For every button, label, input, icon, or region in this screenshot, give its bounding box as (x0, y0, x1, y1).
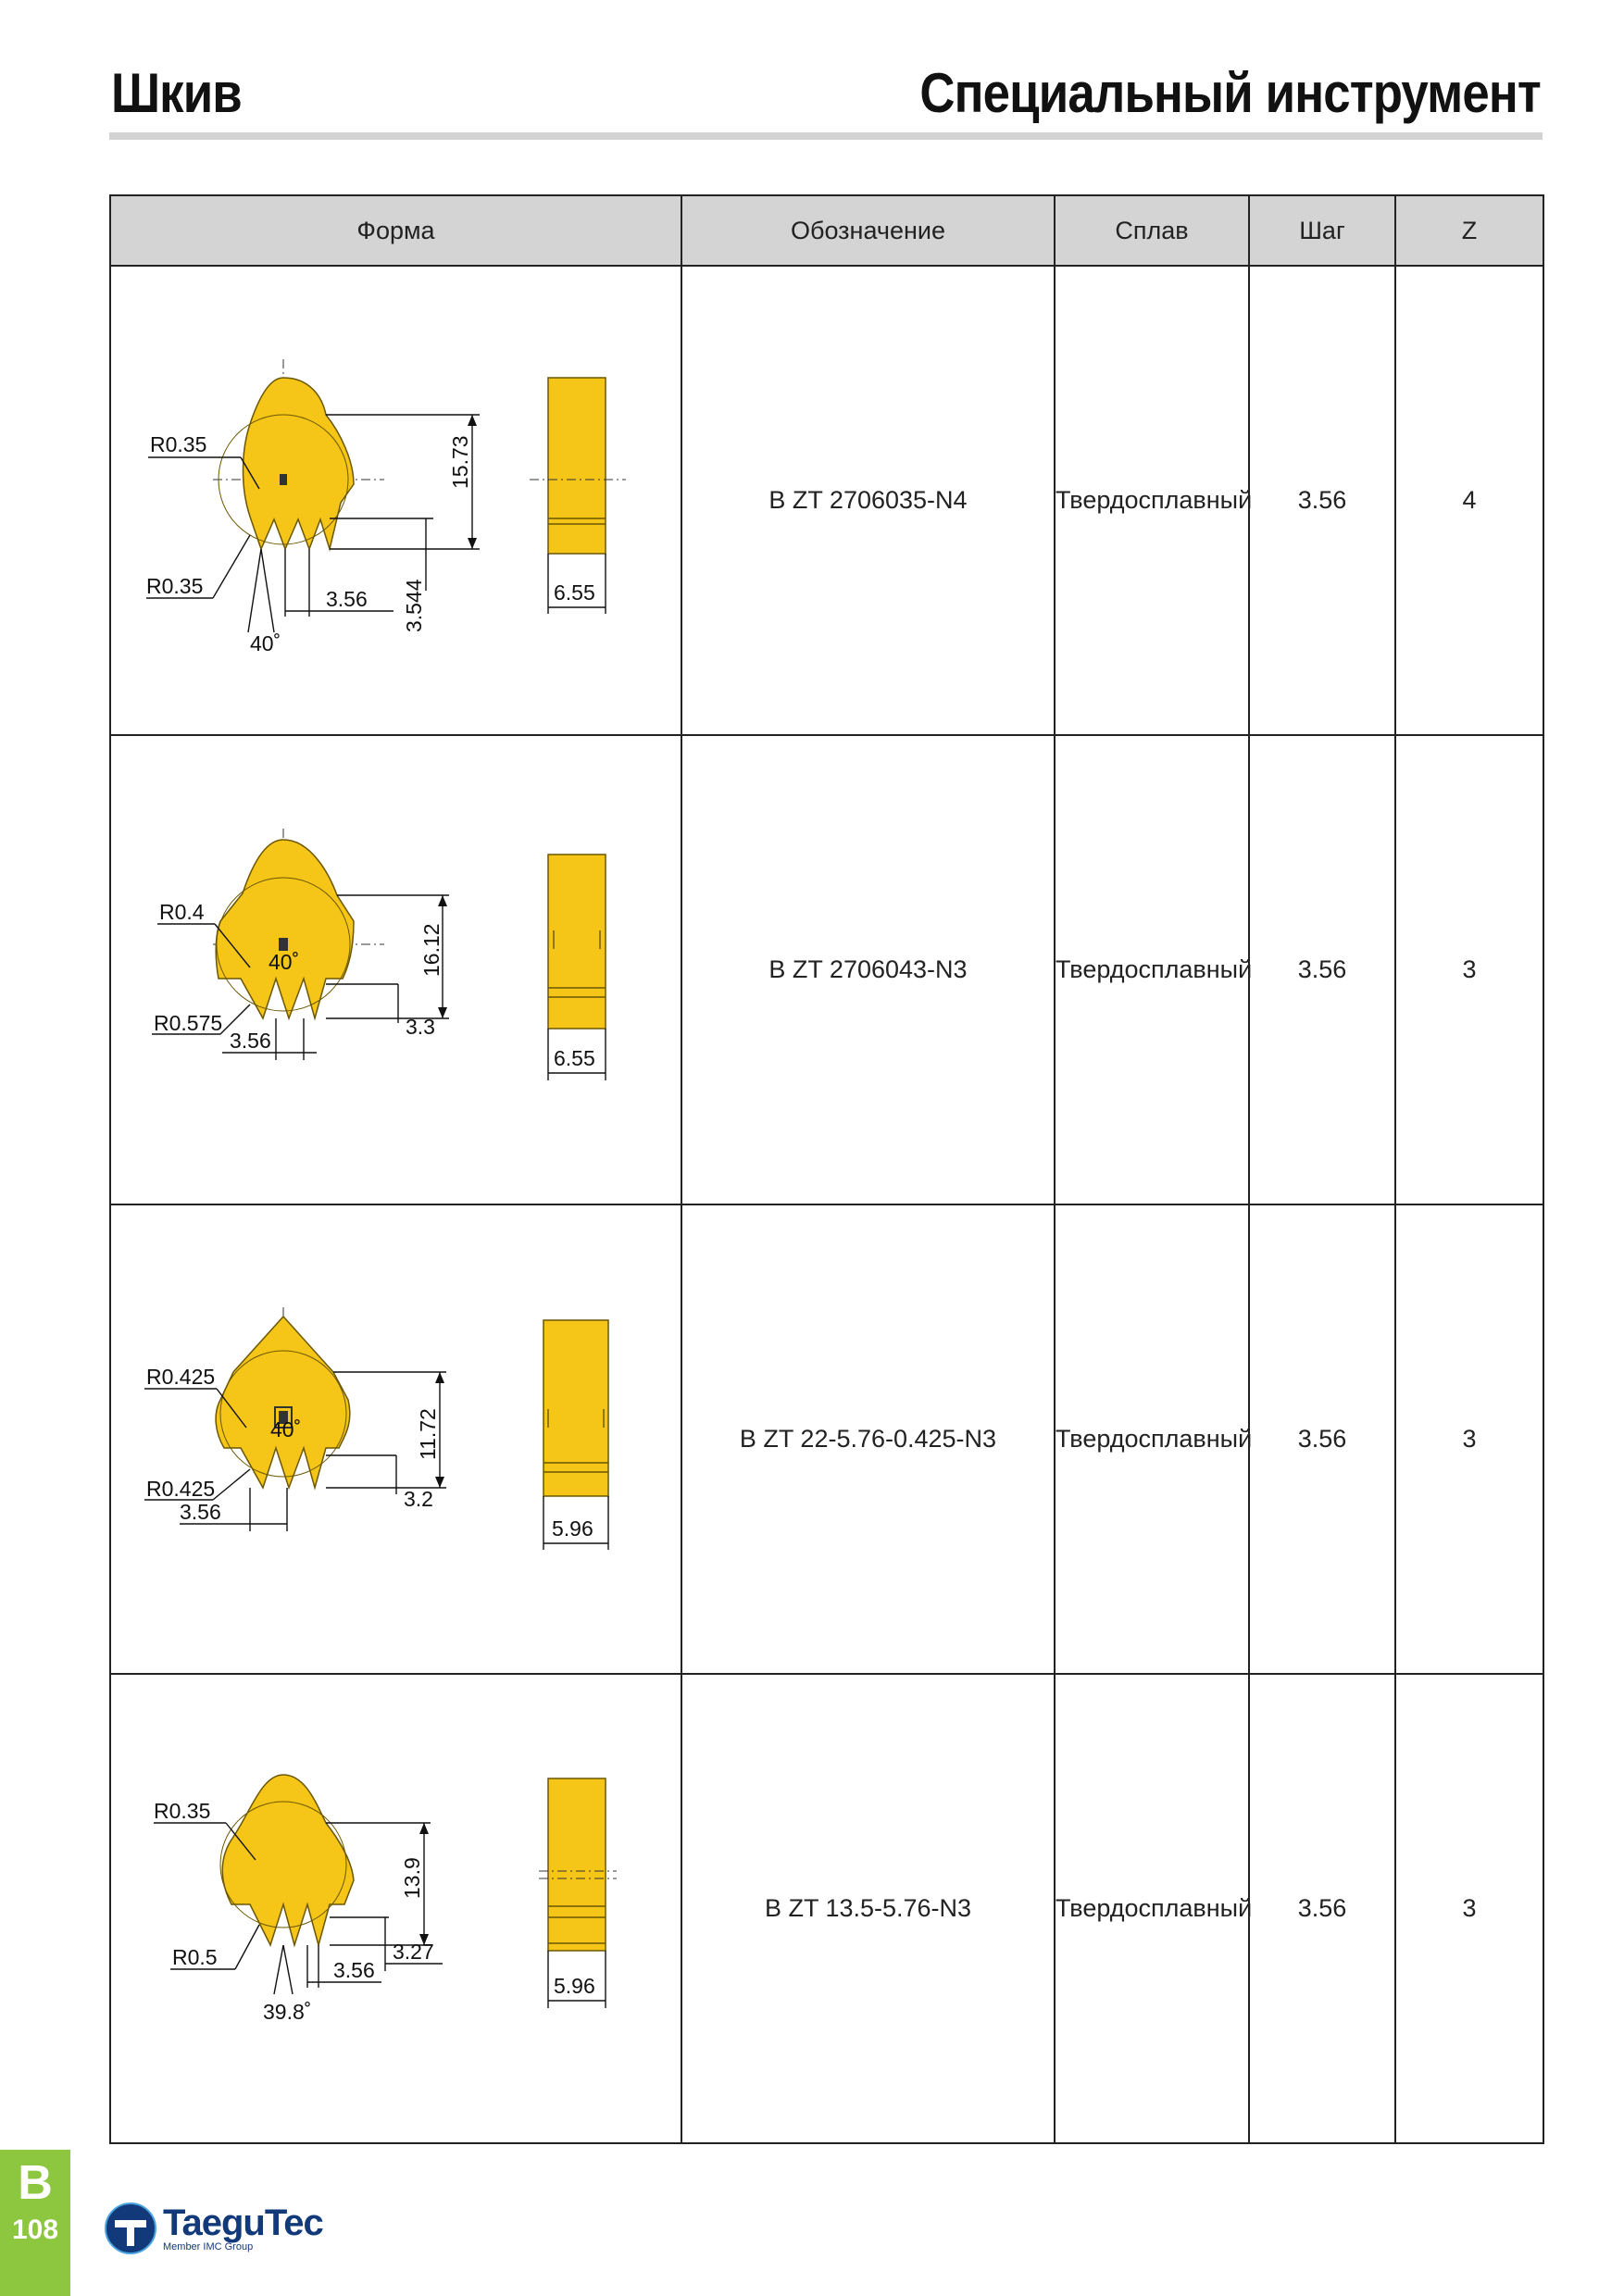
insert-drawing (111, 736, 681, 1204)
dim-pitch: 3.56 (180, 1500, 221, 1524)
dim-pitch: 3.56 (333, 1958, 375, 1982)
dim-tooth-depth: 3.2 (404, 1487, 433, 1511)
col-header-shape: Форма (110, 195, 681, 266)
designation-cell: B ZT 22-5.76-0.425-N3 (681, 1204, 1055, 1674)
dim-angle: 40˚ (269, 950, 300, 974)
designation-cell: B ZT 2706043-N3 (681, 735, 1055, 1204)
shape-drawing-cell (110, 1674, 681, 2143)
dim-pitch: 3.56 (230, 1029, 271, 1053)
dim-pitch: 3.56 (326, 587, 368, 611)
header-rule (109, 132, 1543, 140)
dim-height: 16.12 (419, 923, 443, 977)
dim-radius-top: R0.4 (159, 900, 205, 924)
brand-name: TaeguTec (163, 2202, 323, 2243)
insert-drawing (111, 1205, 681, 1673)
dim-height: 13.9 (400, 1857, 424, 1899)
brand-logo (104, 2202, 323, 2255)
alloy-cell: Твердосплавный (1055, 1674, 1249, 2143)
taegutec-logo-icon (104, 2202, 157, 2255)
section-letter: B (18, 2156, 53, 2210)
alloy-cell: Твердосплавный (1055, 735, 1249, 1204)
table-header-row (110, 195, 1543, 266)
section-title: Шкив (111, 62, 242, 124)
alloy-cell: Твердосплавный (1055, 1204, 1249, 1674)
dim-height: 11.72 (416, 1408, 440, 1460)
section-tab (0, 2150, 70, 2296)
table-row (110, 735, 1543, 1204)
dim-radius-bottom: R0.35 (146, 574, 204, 598)
dim-width: 6.55 (554, 1046, 595, 1070)
dim-radius-top: R0.35 (154, 1799, 211, 1823)
insert-drawing (111, 267, 681, 734)
dim-tooth-depth: 3.544 (402, 579, 426, 632)
dim-width: 6.55 (554, 580, 595, 605)
product-table (109, 194, 1544, 2144)
dim-width: 5.96 (554, 1974, 595, 1998)
pitch-cell: 3.56 (1249, 735, 1395, 1204)
dim-tooth-depth: 3.3 (406, 1015, 435, 1039)
col-header-z: Z (1395, 195, 1543, 266)
dim-radius-bottom: R0.425 (146, 1477, 216, 1501)
z-cell: 3 (1395, 1204, 1543, 1674)
page-number: 108 (11, 2215, 59, 2245)
designation-cell: B ZT 13.5-5.76-N3 (681, 1674, 1055, 2143)
category-title: Специальный инструмент (919, 62, 1541, 124)
table-row (110, 1674, 1543, 2143)
alloy-cell: Твердосплавный (1055, 266, 1249, 735)
pitch-cell: 3.56 (1249, 1674, 1395, 2143)
pitch-cell: 3.56 (1249, 266, 1395, 735)
dim-radius-top: R0.35 (150, 432, 207, 456)
dim-angle: 39.8˚ (263, 2000, 312, 2024)
dim-angle: 40˚ (250, 631, 281, 655)
col-header-designation: Обозначение (681, 195, 1055, 266)
dim-height: 15.73 (448, 435, 472, 489)
dim-width: 5.96 (552, 1516, 593, 1541)
table-row (110, 1204, 1543, 1674)
dim-radius-bottom: R0.575 (154, 1011, 223, 1035)
z-cell: 3 (1395, 1674, 1543, 2143)
shape-drawing-cell (110, 1204, 681, 1674)
dim-radius-bottom: R0.5 (172, 1945, 218, 1969)
z-cell: 3 (1395, 735, 1543, 1204)
dim-angle: 40˚ (270, 1417, 302, 1441)
col-header-pitch: Шаг (1249, 195, 1395, 266)
shape-drawing-cell (110, 266, 681, 735)
dim-radius-top: R0.425 (146, 1365, 216, 1389)
designation-cell: B ZT 2706035-N4 (681, 266, 1055, 735)
pitch-cell: 3.56 (1249, 1204, 1395, 1674)
brand-subtitle: Member IMC Group (163, 2241, 254, 2252)
shape-drawing-cell (110, 735, 681, 1204)
z-cell: 4 (1395, 266, 1543, 735)
table-row (110, 266, 1543, 735)
col-header-alloy: Сплав (1055, 195, 1249, 266)
dim-tooth-depth: 3.27 (393, 1940, 434, 1964)
insert-drawing (111, 1675, 681, 2142)
